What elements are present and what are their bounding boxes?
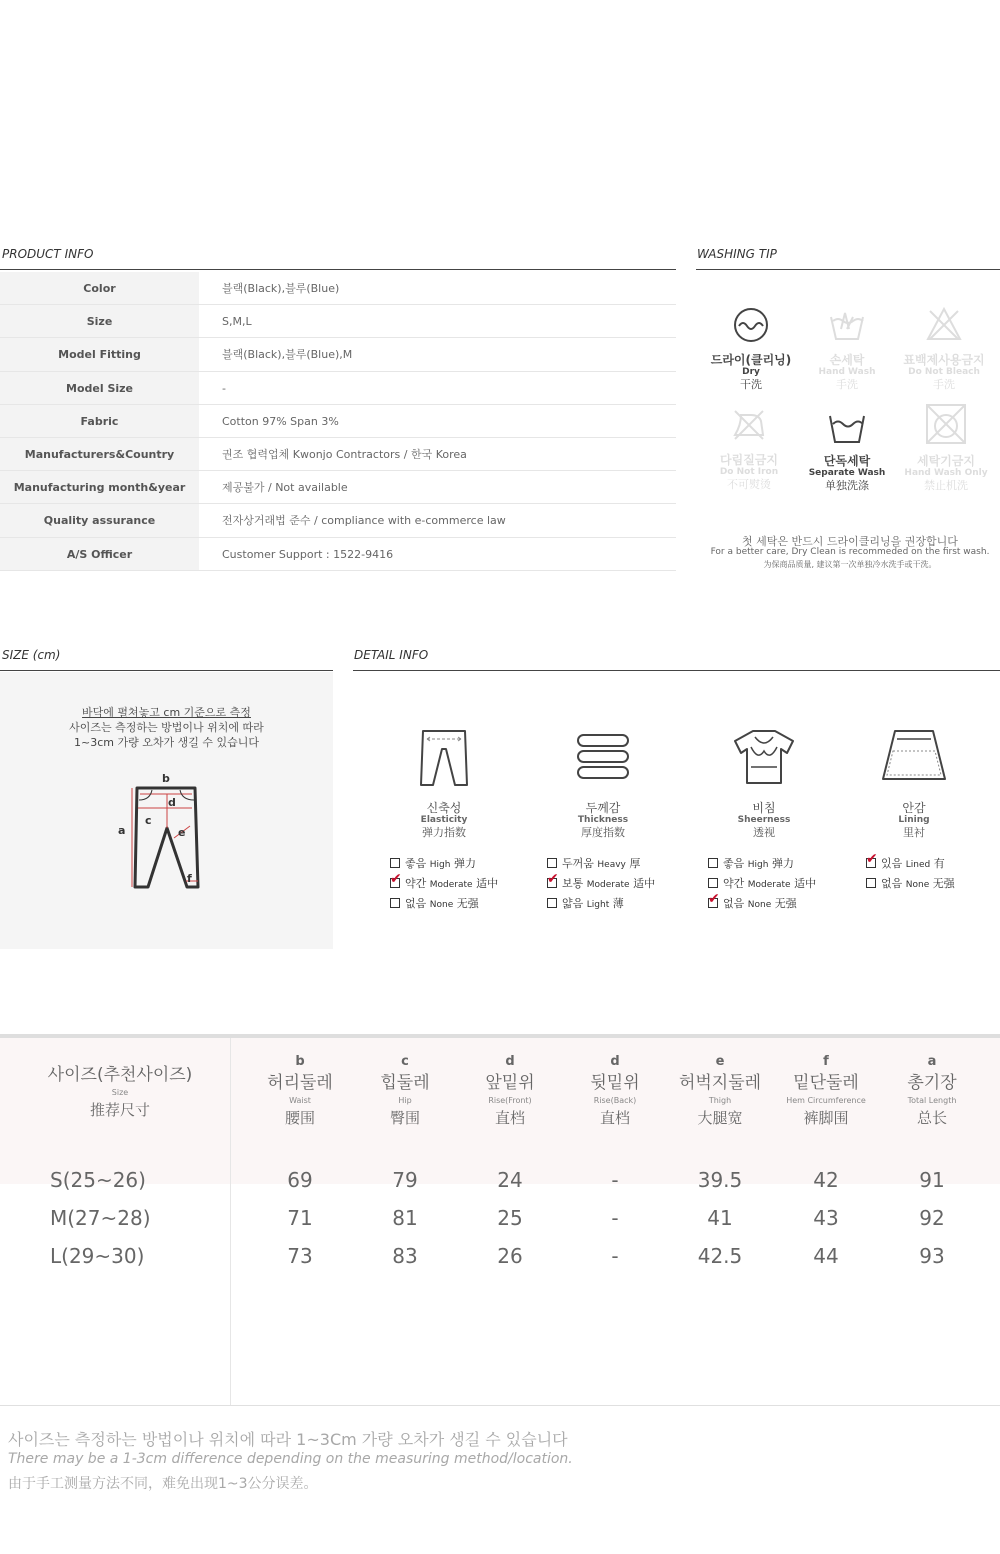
column-ko: 앞밑위 <box>485 1073 535 1093</box>
elasticity-ko: 신축성 <box>426 801 462 815</box>
sheerness-en: Sheerness <box>737 815 791 825</box>
table-cell: 79 <box>392 1168 418 1192</box>
option-en: Moderate <box>429 880 473 890</box>
detail-lining <box>839 727 989 840</box>
wash-separate-en: Separate Wash <box>808 468 886 478</box>
column-header <box>660 1052 780 1128</box>
size-row-label: L(29~30) <box>50 1244 145 1268</box>
checkmark-icon: ✔ <box>866 851 878 867</box>
column-ko: 밑단둘레 <box>793 1073 859 1093</box>
info-row <box>0 305 676 338</box>
sheerness-icon <box>729 727 799 789</box>
table-cell: 43 <box>813 1206 839 1230</box>
checkbox[interactable] <box>390 858 400 868</box>
column-header <box>345 1052 465 1128</box>
size-header-en: Size <box>111 1088 129 1097</box>
option-ko: 없음 <box>723 897 745 910</box>
info-label: Color <box>0 272 199 304</box>
size-header-zh: 推荐尺寸 <box>89 1101 150 1119</box>
detail-option[interactable] <box>547 871 656 893</box>
product-info-title: PRODUCT INFO <box>2 247 94 261</box>
column-zh: 臀围 <box>389 1109 420 1127</box>
wash-no-machine-ko: 세탁기금지 <box>917 454 975 468</box>
wash-dry-zh: 干洗 <box>740 378 762 391</box>
column-header <box>240 1052 360 1128</box>
option-zh: 弹力 <box>453 857 476 870</box>
column-letter: d <box>505 1054 515 1069</box>
diagram-label-d: d <box>168 796 176 809</box>
table-cell: 42 <box>813 1168 839 1192</box>
info-value: 제공불가 / Not available <box>222 481 348 495</box>
wash-no-iron-ko: 다림질금지 <box>720 453 778 467</box>
table-cell: 26 <box>497 1244 523 1268</box>
wash-item-separate <box>792 412 902 493</box>
table-cell: - <box>611 1168 619 1192</box>
wash-hand-ko: 손세탁 <box>829 353 865 367</box>
option-en: None <box>429 900 454 910</box>
option-en: None <box>905 880 930 890</box>
option-ko: 좋음 <box>723 857 745 870</box>
table-cell: 25 <box>497 1206 523 1230</box>
column-letter: a <box>927 1054 937 1069</box>
column-letter: e <box>715 1054 725 1069</box>
info-label: Quality assurance <box>0 504 199 536</box>
wash-no-machine-zh: 禁止机洗 <box>924 479 968 492</box>
thickness-ko: 두께감 <box>585 801 621 815</box>
table-cell: 92 <box>919 1206 945 1230</box>
size-desc-line3: 1~3cm 가량 오차가 생길 수 있습니다 <box>74 736 259 749</box>
column-en: Total Length <box>907 1096 957 1105</box>
size-diagram-box <box>0 672 333 949</box>
checkbox[interactable] <box>866 878 876 888</box>
column-en: Hem Circumference <box>786 1096 866 1105</box>
info-label: Fabric <box>0 405 199 437</box>
option-ko: 좋음 <box>405 857 427 870</box>
column-letter: f <box>823 1054 829 1069</box>
checkmark-icon: ✔ <box>390 871 402 887</box>
size-desc-line2: 사이즈는 측정하는 방법이나 위치에 따라 <box>69 721 264 734</box>
info-value: 블랙(Black),블루(Blue),M <box>222 348 353 362</box>
option-ko: 없음 <box>881 877 903 890</box>
table-cell: 71 <box>287 1206 313 1230</box>
column-letter: c <box>401 1054 409 1069</box>
detail-sheerness <box>689 727 839 840</box>
option-ko: 있음 <box>881 857 903 870</box>
wash-no-machine-en: Hand Wash Only <box>904 468 988 478</box>
table-cell: 24 <box>497 1168 523 1192</box>
product-info-table <box>0 272 676 571</box>
info-label: Manufacturing month&year <box>0 471 199 503</box>
size-row-label: M(27~28) <box>50 1206 151 1230</box>
checkbox[interactable] <box>708 891 720 908</box>
size-header-ko: 사이즈(추천사이즈) <box>47 1065 193 1085</box>
table-cell: 42.5 <box>697 1244 743 1268</box>
wash-note-en: For a better care, Dry Clean is recommeded on the first wash. <box>710 547 990 557</box>
option-ko: 없음 <box>405 897 427 910</box>
table-cell: 73 <box>287 1244 313 1268</box>
wash-no-iron-en: Do Not Iron <box>719 467 779 477</box>
info-row <box>0 504 676 537</box>
checkbox[interactable] <box>390 898 400 908</box>
detail-option[interactable] <box>708 855 794 873</box>
option-en: Light <box>586 900 610 910</box>
table-cell: 83 <box>392 1244 418 1268</box>
info-row <box>0 272 676 305</box>
column-zh: 总长 <box>916 1109 947 1127</box>
size-section-title: SIZE (cm) <box>2 648 61 662</box>
option-zh: 无强 <box>456 897 479 910</box>
size-section-rule <box>0 670 333 671</box>
column-ko: 허벅지둘레 <box>678 1073 762 1093</box>
table-cell: 44 <box>813 1244 839 1268</box>
column-header <box>450 1052 570 1128</box>
checkmark-icon: ✔ <box>708 891 720 907</box>
option-en: High <box>747 860 769 870</box>
wash-separate-ko: 단독세탁 <box>823 454 871 468</box>
info-label: Model Size <box>0 372 199 404</box>
pants-diagram <box>110 770 210 895</box>
column-en: Waist <box>289 1096 311 1105</box>
info-row <box>0 471 676 504</box>
info-row <box>0 338 676 371</box>
info-value: 권조 협력업체 Kwonjo Contractors / 한국 Korea <box>222 447 467 461</box>
column-en: Hip <box>398 1096 412 1105</box>
info-row <box>0 372 676 405</box>
table-cell: 81 <box>392 1206 418 1230</box>
option-zh: 适中 <box>794 877 817 890</box>
elasticity-en: Elasticity <box>420 815 468 825</box>
wash-no-bleach-en: Do Not Bleach <box>908 367 980 377</box>
wash-note-zh: 为保商品质量, 建议第一次单独冷水洗手或干洗。 <box>763 560 937 569</box>
size-desc-line1: 바닥에 펼쳐놓고 cm 기준으로 측정 <box>82 706 251 719</box>
option-en: Moderate <box>747 880 791 890</box>
diagram-label-b: b <box>162 772 170 785</box>
info-value: 전자상거래법 준수 / compliance with e-commerce law <box>222 514 506 528</box>
sheerness-ko: 비침 <box>752 801 776 815</box>
wash-item-dry <box>696 305 806 392</box>
detail-thickness <box>528 727 678 840</box>
checkbox[interactable] <box>866 851 878 868</box>
checkbox[interactable] <box>547 858 557 868</box>
column-en: Thigh <box>708 1096 732 1105</box>
info-label: Size <box>0 305 199 337</box>
table-cell: 41 <box>707 1206 733 1230</box>
info-row <box>0 405 676 438</box>
hand-wash-icon <box>827 305 867 345</box>
detail-option[interactable] <box>390 895 479 913</box>
option-zh: 有 <box>933 857 945 870</box>
wash-dry-en: Dry <box>742 367 760 377</box>
column-header <box>555 1052 675 1128</box>
option-zh: 无强 <box>774 897 797 910</box>
diagram-label-a: a <box>118 824 126 837</box>
detail-option[interactable] <box>708 875 816 893</box>
option-ko: 얇음 <box>562 897 584 910</box>
detail-info-title: DETAIL INFO <box>354 648 429 662</box>
column-letter: b <box>295 1054 305 1069</box>
option-en: Heavy <box>597 860 626 870</box>
info-row <box>0 438 676 471</box>
elasticity-zh: 弹力指数 <box>422 826 466 839</box>
wash-note-ko: 첫 세탁은 반드시 드라이클리닝을 권장합니다 <box>742 535 958 548</box>
column-zh: 大腿宽 <box>697 1109 743 1127</box>
option-en: Lined <box>905 860 931 870</box>
checkmark-icon: ✔ <box>547 871 559 887</box>
checkbox[interactable] <box>547 871 559 888</box>
column-en: Rise(Front) <box>488 1096 532 1105</box>
checkbox[interactable] <box>708 858 718 868</box>
column-ko: 허리둘레 <box>267 1073 333 1093</box>
lining-ko: 안감 <box>902 801 926 815</box>
wash-no-bleach-zh: 手洗 <box>933 378 955 391</box>
option-zh: 适中 <box>476 877 499 890</box>
lining-en: Lining <box>898 815 930 825</box>
detail-elasticity <box>369 727 519 840</box>
diagram-label-c: c <box>145 814 152 827</box>
info-value: Cotton 97% Span 3% <box>222 414 339 428</box>
lining-zh: 里衬 <box>903 826 925 839</box>
column-ko: 총기장 <box>907 1073 957 1093</box>
option-en: Moderate <box>586 880 630 890</box>
info-label: Manufacturers&Country <box>0 438 199 470</box>
option-zh: 适中 <box>633 877 656 890</box>
wash-dry-ko: 드라이(클리닝) <box>710 353 792 367</box>
footer-note-ko: 사이즈는 측정하는 방법이나 위치에 따라 1~3Cm 가량 오차가 생길 수 있습니다 <box>8 1430 568 1449</box>
wash-hand-zh: 手洗 <box>836 378 858 391</box>
column-ko: 힙둘레 <box>380 1073 430 1093</box>
info-label: Model Fitting <box>0 338 199 370</box>
thickness-zh: 厚度指数 <box>581 826 625 839</box>
info-value: 블랙(Black),블루(Blue) <box>222 282 340 295</box>
detail-option[interactable] <box>866 851 945 873</box>
sheerness-zh: 透视 <box>753 826 775 839</box>
column-zh: 直档 <box>599 1109 630 1127</box>
option-en: None <box>747 900 772 910</box>
wash-item-hand <box>792 305 902 392</box>
option-ko: 약간 <box>723 877 745 890</box>
table-cell: 39.5 <box>697 1168 743 1192</box>
info-value: - <box>222 381 226 395</box>
detail-option[interactable] <box>390 855 476 873</box>
option-en: High <box>429 860 451 870</box>
washing-tip-rule <box>696 269 1000 270</box>
column-header <box>872 1052 992 1128</box>
separate-wash-icon <box>827 412 867 446</box>
detail-option[interactable] <box>390 871 499 893</box>
thickness-icon <box>568 727 638 789</box>
footer-note-zh: 由于手工测量方法不同，难免出现1~3公分误差。 <box>8 1476 318 1492</box>
size-row-label: S(25~26) <box>50 1168 146 1192</box>
option-zh: 薄 <box>612 897 624 910</box>
no-bleach-icon <box>924 305 964 345</box>
detail-option[interactable] <box>866 875 955 893</box>
checkbox[interactable] <box>708 878 718 888</box>
detail-option[interactable] <box>547 855 640 873</box>
option-zh: 无强 <box>932 877 955 890</box>
wash-hand-en: Hand Wash <box>818 367 876 377</box>
info-value: Customer Support : 1522-9416 <box>222 547 394 561</box>
wash-item-no-iron <box>694 405 804 492</box>
no-iron-icon <box>729 405 769 445</box>
size-table-bottom-border <box>0 1405 1000 1406</box>
info-value: S,M,L <box>222 315 252 329</box>
detail-option[interactable] <box>708 891 797 913</box>
column-ko: 뒷밑위 <box>590 1073 640 1093</box>
lining-icon <box>879 727 949 789</box>
thickness-en: Thickness <box>577 815 629 825</box>
elasticity-icon <box>409 727 479 789</box>
size-table <box>0 1034 1000 1406</box>
diagram-label-e: e <box>178 826 186 839</box>
option-ko: 보통 <box>562 877 584 890</box>
column-zh: 直档 <box>494 1109 525 1127</box>
diagram-label-f: f <box>187 872 192 885</box>
checkbox[interactable] <box>547 898 557 908</box>
checkbox[interactable] <box>390 871 402 888</box>
dry-clean-icon <box>731 305 771 345</box>
wash-item-no-bleach <box>889 305 999 392</box>
table-cell: - <box>611 1244 619 1268</box>
column-header <box>766 1052 886 1128</box>
no-machine-wash-icon <box>924 402 968 446</box>
wash-no-bleach-ko: 표백제사용금지 <box>903 353 985 367</box>
info-row <box>0 538 676 571</box>
table-cell: 93 <box>919 1244 945 1268</box>
option-zh: 弹力 <box>771 857 794 870</box>
column-en: Rise(Back) <box>593 1096 637 1105</box>
option-ko: 두꺼움 <box>562 857 594 870</box>
table-cell: 69 <box>287 1168 313 1192</box>
column-zh: 裤脚围 <box>803 1109 849 1127</box>
table-cell: - <box>611 1206 619 1230</box>
product-info-rule <box>0 269 676 270</box>
wash-item-no-machine <box>891 402 1000 493</box>
table-cell: 91 <box>919 1168 945 1192</box>
wash-separate-zh: 单独洗涤 <box>825 479 869 492</box>
column-letter: d <box>610 1054 620 1069</box>
option-ko: 약간 <box>405 877 427 890</box>
size-column-header <box>0 1064 240 1120</box>
column-zh: 腰围 <box>284 1109 315 1127</box>
footer-note-en: There may be a 1-3cm difference depending on the measuring method/location. <box>8 1451 573 1467</box>
wash-no-iron-zh: 不可熨烫 <box>727 478 771 491</box>
washing-tip-title: WASHING TIP <box>697 247 777 261</box>
detail-info-rule <box>353 670 1000 671</box>
info-label: A/S Officer <box>0 538 199 570</box>
option-zh: 厚 <box>629 857 641 870</box>
detail-option[interactable] <box>547 895 624 913</box>
